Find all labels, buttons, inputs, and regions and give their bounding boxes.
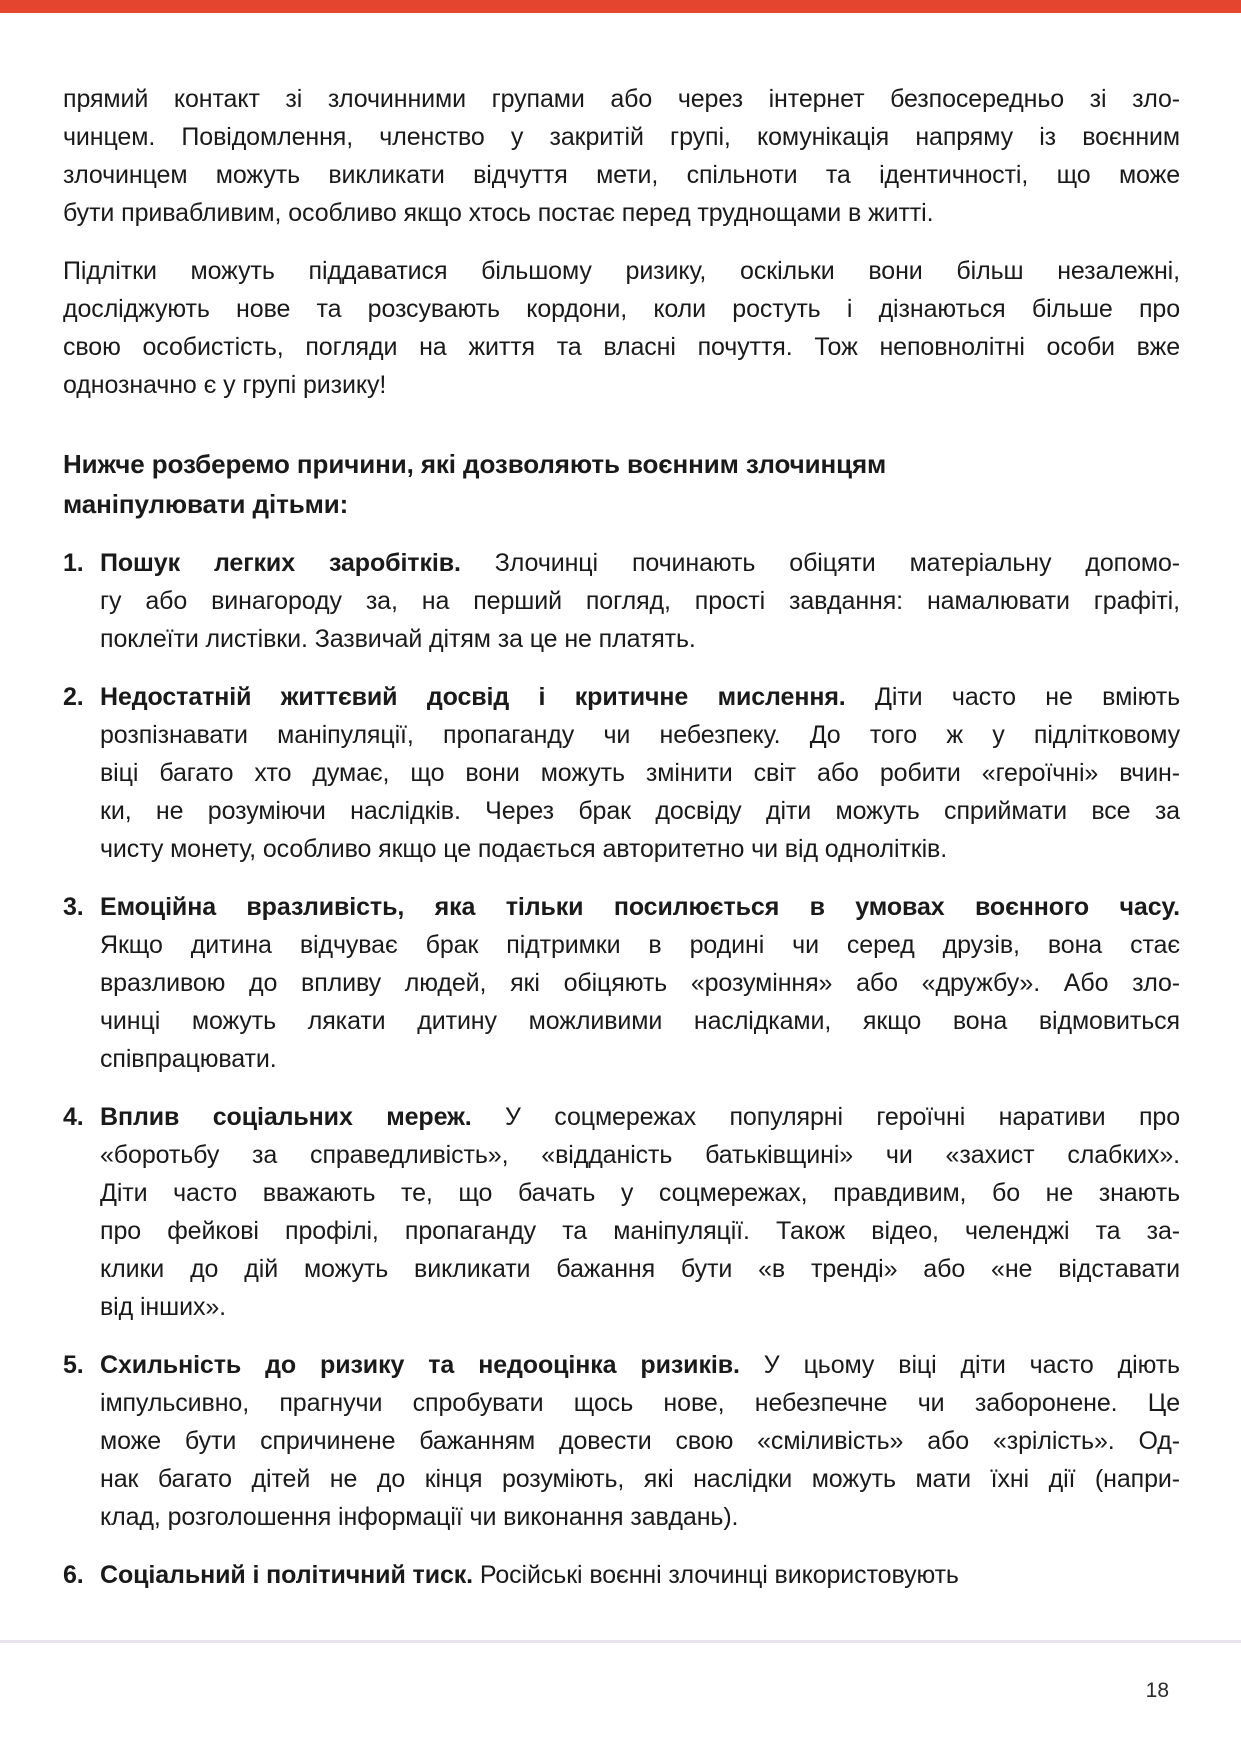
text-line: Пошук легких заробітків. Злочинці починають обіцяти матеріальну допомо- bbox=[100, 549, 1180, 577]
text-line: нак багато дітей не до кінця розуміють, які наслідки можуть мати їхні дії (напри- bbox=[100, 1465, 1180, 1493]
text-line: Нижче розберемо причини, які дозволяють воєнним злочинцям bbox=[63, 449, 887, 479]
text-line: Діти часто вважають те, що бачать у соцмережах, правдивим, бо не знають bbox=[100, 1179, 1180, 1207]
list-item-text bbox=[100, 678, 1180, 868]
list-item-text bbox=[100, 544, 1180, 658]
text-line: свою особистість, погляди на життя та власні почуття. Тож неповнолітні особи вже bbox=[63, 333, 1180, 361]
list-item-number: 1. bbox=[63, 549, 84, 577]
text-line: імпульсивно, прагнучи спробувати щось нове, небезпечне чи заборонене. Це bbox=[100, 1389, 1180, 1417]
text-line: чисту монету, особливо якщо це подається авторитетно чи від однолітків. bbox=[100, 835, 948, 863]
text-line: ки, не розуміючи наслідків. Через брак досвіду діти можуть сприймати все за bbox=[100, 797, 1180, 825]
text-line: Якщо дитина відчуває брак підтримки в родині чи серед друзів, вона стає bbox=[100, 931, 1180, 959]
list-item-text bbox=[100, 1556, 1180, 1594]
section-heading bbox=[63, 444, 1180, 524]
text-line: клики до дій можуть викликати бажання бути «в тренді» або «не відставати bbox=[100, 1255, 1180, 1283]
text-line: вразливою до впливу людей, які обіцяють «розуміння» або «дружбу». Або зло- bbox=[100, 969, 1180, 997]
text-line: досліджують нове та розсувають кордони, коли ростуть і дізнаються більше про bbox=[63, 295, 1180, 323]
text-line: «боротьбу за справедливість», «відданість батьківщині» чи «захист слабких». bbox=[100, 1141, 1180, 1169]
text-line: чинці можуть лякати дитину можливими наслідками, якщо вона відмовиться bbox=[100, 1007, 1180, 1035]
numbered-list bbox=[63, 544, 1180, 1594]
list-item-text bbox=[100, 1098, 1180, 1326]
list-item-number: 6. bbox=[63, 1561, 84, 1589]
text-line: від інших». bbox=[100, 1293, 226, 1321]
text-line: може бути спричинене бажанням довести свою «сміливість» або «зрілість». Од- bbox=[100, 1427, 1180, 1455]
text-line: розпізнавати маніпуляції, пропаганду чи небезпеку. До того ж у підлітковому bbox=[100, 721, 1180, 749]
list-item-number: 5. bbox=[63, 1351, 84, 1379]
list-item-number: 4. bbox=[63, 1103, 84, 1131]
text-line: віці багато хто думає, що вони можуть змінити світ або робити «героїчні» вчин- bbox=[100, 759, 1180, 787]
page-content bbox=[63, 0, 1180, 1594]
page-number: 18 bbox=[1145, 1679, 1169, 1702]
paragraph bbox=[63, 80, 1180, 232]
text-line: прямий контакт зі злочинними групами або через інтернет безпосередньо зі зло- bbox=[63, 85, 1180, 113]
text-line: маніпулювати дітьми: bbox=[63, 489, 349, 519]
list-item-number: 2. bbox=[63, 683, 84, 711]
list-item bbox=[63, 888, 1180, 1078]
text-line: про фейкові профілі, пропаганду та маніпуляції. Також відео, челенджі та за- bbox=[100, 1217, 1180, 1245]
text-line: Соціальний і політичний тиск. Російські воєнні злочинці використовують bbox=[100, 1561, 959, 1589]
text-line: поклеїти листівки. Зазвичай дітям за це не платять. bbox=[100, 625, 696, 653]
list-item bbox=[63, 678, 1180, 868]
list-item bbox=[63, 1098, 1180, 1326]
footer-divider bbox=[0, 1640, 1241, 1643]
text-line: співпрацювати. bbox=[100, 1045, 277, 1073]
list-item-number: 3. bbox=[63, 893, 84, 921]
text-line: чинцем. Повідомлення, членство у закритій групі, комунікація напряму із воєнним bbox=[63, 123, 1180, 151]
text-line: Схильність до ризику та недооцінка ризиків. У цьому віці діти часто діють bbox=[100, 1351, 1180, 1379]
text-line: Недостатній життєвий досвід і критичне мислення. Діти часто не вміють bbox=[100, 683, 1180, 711]
list-item-text bbox=[100, 888, 1180, 1078]
text-line: клад, розголошення інформації чи виконання завдань). bbox=[100, 1503, 739, 1531]
paragraph bbox=[63, 252, 1180, 404]
text-line: Вплив соціальних мереж. У соцмережах популярні героїчні наративи про bbox=[100, 1103, 1180, 1131]
text-line: бути привабливим, особливо якщо хтось постає перед труднощами в житті. bbox=[63, 199, 934, 227]
list-item bbox=[63, 1556, 1180, 1594]
list-item-text bbox=[100, 1346, 1180, 1536]
text-line: однозначно є у групі ризику! bbox=[63, 371, 387, 399]
text-line: гу або винагороду за, на перший погляд, прості завдання: намалювати графіті, bbox=[100, 587, 1180, 615]
list-item bbox=[63, 1346, 1180, 1536]
text-line: Емоційна вразливість, яка тільки посилюється в умовах воєнного часу. bbox=[100, 893, 1180, 921]
list-item bbox=[63, 544, 1180, 658]
text-line: злочинцем можуть викликати відчуття мети, спільноти та ідентичності, що може bbox=[63, 161, 1180, 189]
text-line: Підлітки можуть піддаватися більшому ризику, оскільки вони більш незалежні, bbox=[63, 257, 1180, 285]
